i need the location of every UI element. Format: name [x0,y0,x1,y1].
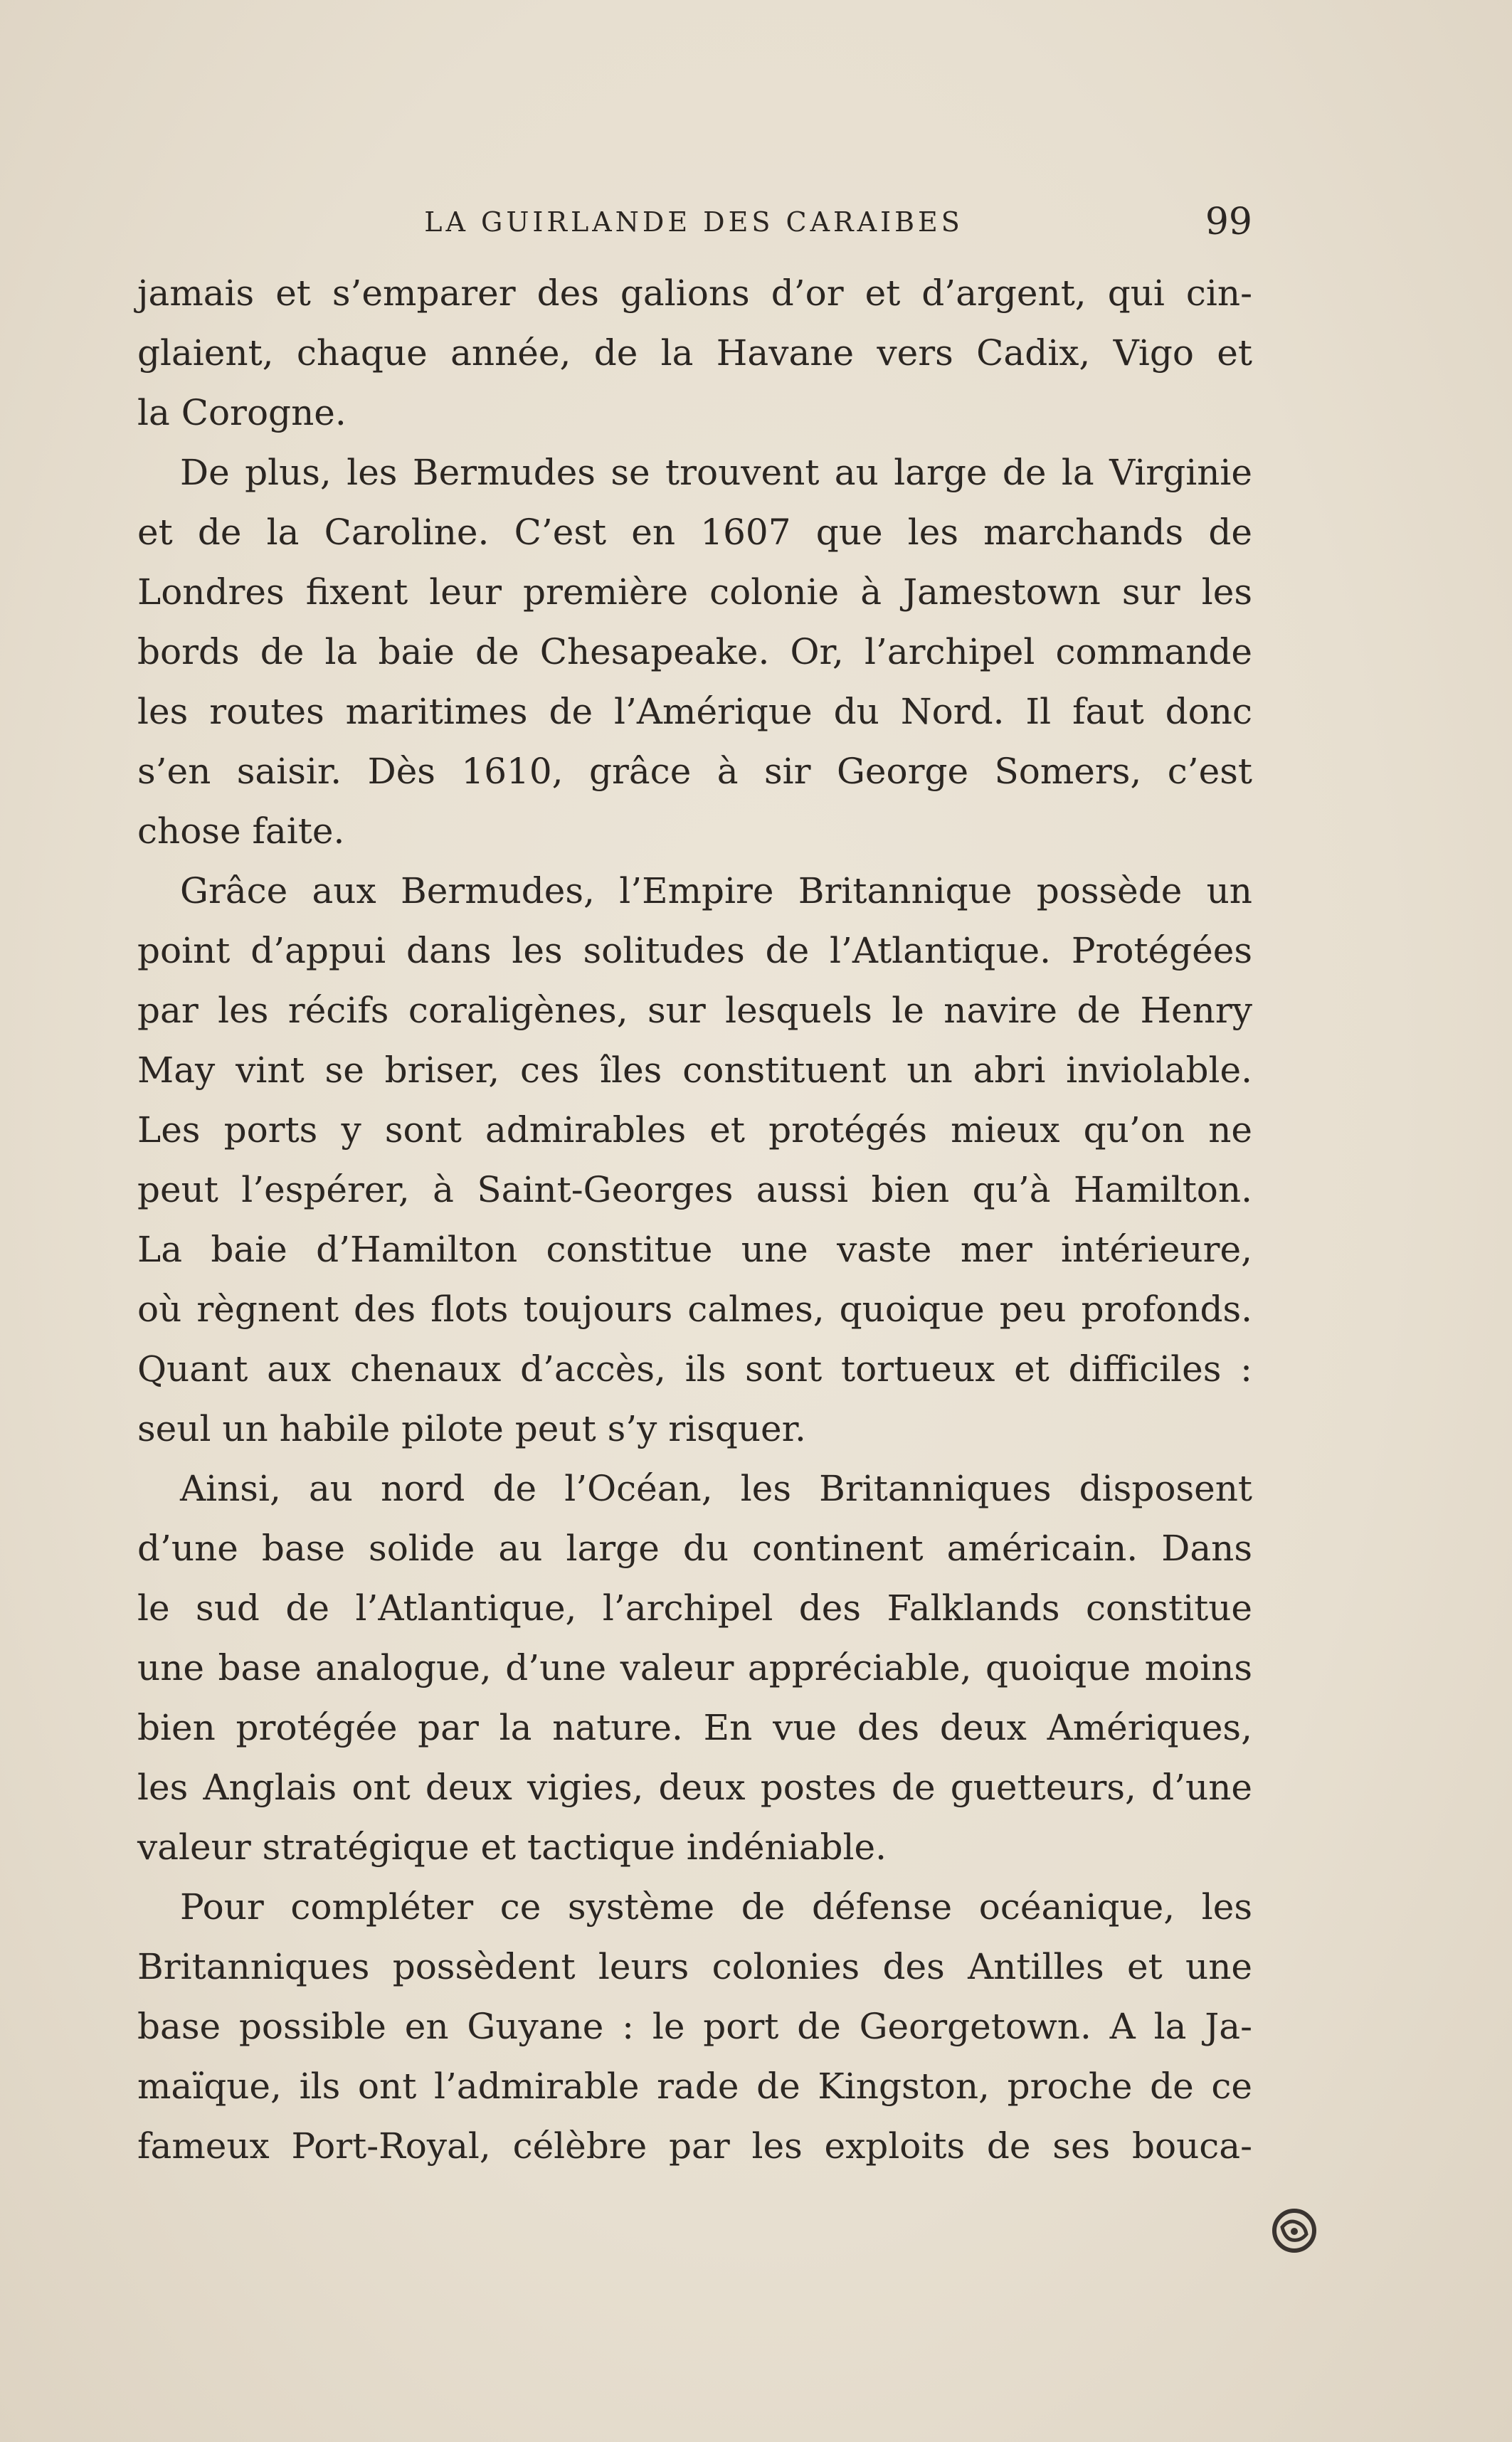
text-line: Britanniques possèdent leurs colonies des Antilles et une [137,1946,1252,1987]
text-line: la Corogne. [137,392,347,433]
text-line: les routes maritimes de l’Amérique du Nord. Il faut donc [137,691,1252,732]
text-line: Pour compléter ce système de défense océanique, les [180,1886,1252,1928]
text-line: Grâce aux Bermudes, l’Empire Britannique possède un [180,870,1252,911]
text-line: peut l’espérer, à Saint-Georges aussi bien qu’à Hamilton. [137,1169,1252,1210]
library-stamp-icon [1269,2206,1319,2256]
running-title: LA GUIRLANDE DES CARAIBES [424,206,963,238]
text-line: seul un habile pilote peut s’y risquer. [137,1408,806,1449]
text-line: s’en saisir. Dès 1610, grâce à sir George Somers, c’est [137,751,1252,792]
text-line: valeur stratégique et tactique indéniable. [137,1827,887,1868]
text-line: les Anglais ont deux vigies, deux postes de guetteurs, d’une [137,1767,1252,1808]
text-line: Londres fixent leur première colonie à Jamestown sur les [137,571,1252,613]
page-number: 99 [1205,201,1252,243]
text-line: et de la Caroline. C’est en 1607 que les marchands de [137,512,1252,553]
text-line: Les ports y sont admirables et protégés mieux qu’on ne [137,1109,1252,1151]
text-line: jamais et s’emparer des galions d’or et d’argent, qui cin- [137,273,1252,314]
text-line: Quant aux chenaux d’accès, ils sont tortueux et difficiles : [137,1348,1252,1390]
text-line: Ainsi, au nord de l’Océan, les Britanniques disposent [180,1468,1252,1509]
text-line: bords de la baie de Chesapeake. Or, l’archipel commande [137,631,1252,672]
text-line: par les récifs coraligènes, sur lesquels le navire de Henry [137,990,1252,1031]
text-line: base possible en Guyane : le port de Georgetown. A la Ja- [137,2006,1252,2047]
text-line: De plus, les Bermudes se trouvent au large de la Virginie [180,452,1252,493]
text-line: une base analogue, d’une valeur appréciable, quoique moins [137,1647,1252,1688]
text-line: d’une base solide au large du continent américain. Dans [137,1528,1252,1569]
text-line: chose faite. [137,810,345,852]
text-line: La baie d’Hamilton constitue une vaste mer intérieure, [137,1229,1252,1270]
text-line: bien protégée par la nature. En vue des deux Amériques, [137,1707,1252,1748]
running-head [135,201,1252,250]
text-line: glaient, chaque année, de la Havane vers Cadix, Vigo et [137,332,1252,374]
text-line: maïque, ils ont l’admirable rade de Kingston, proche de ce [137,2066,1252,2107]
text-line: fameux Port-Royal, célèbre par les exploits de ses bouca- [137,2125,1252,2167]
text-line: point d’appui dans les solitudes de l’Atlantique. Protégées [137,930,1252,971]
text-line: May vint se briser, ces îles constituent un abri inviolable. [137,1050,1252,1091]
text-line: le sud de l’Atlantique, l’archipel des Falklands constitue [137,1587,1252,1629]
text-line: où règnent des flots toujours calmes, quoique peu profonds. [137,1289,1252,1330]
